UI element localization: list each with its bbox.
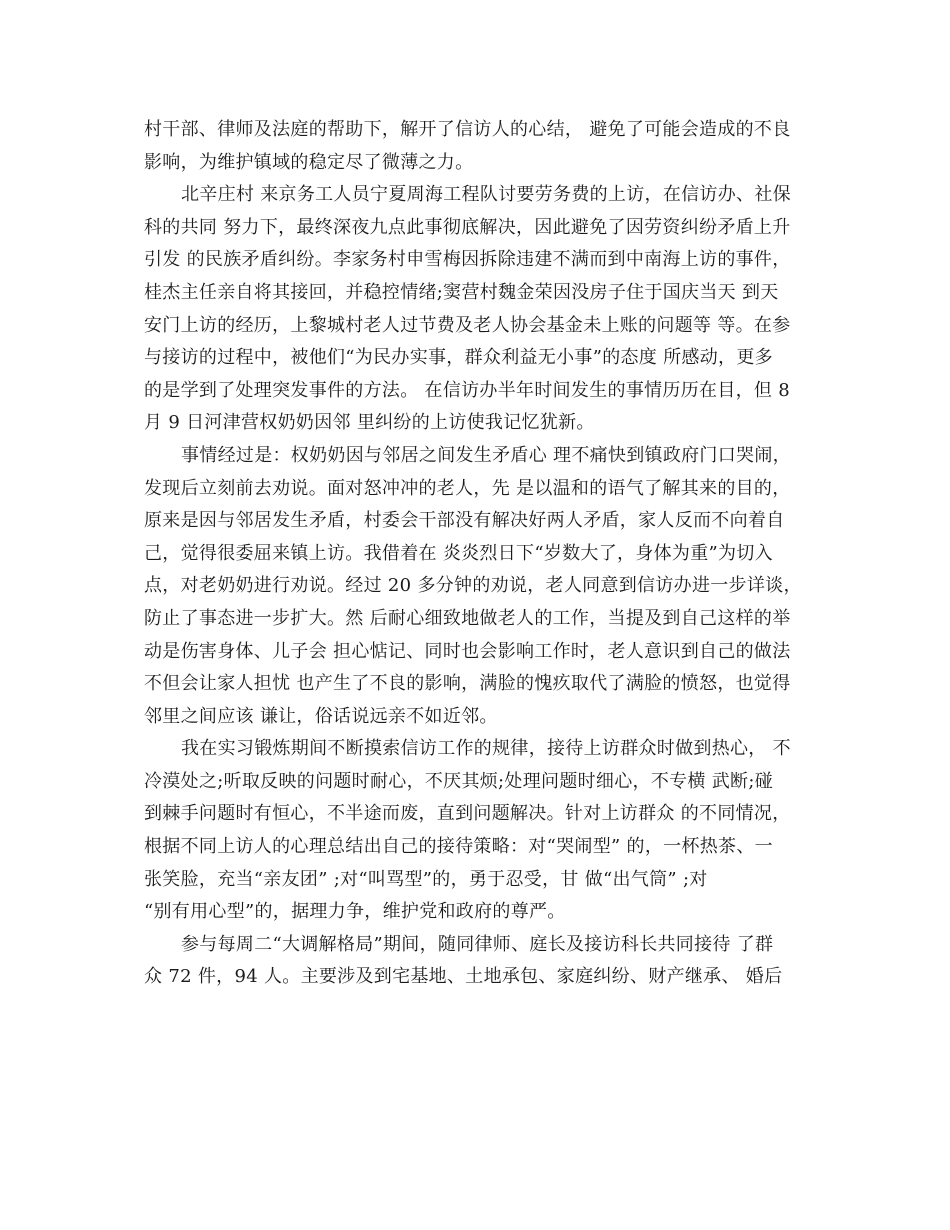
paragraph-line: 科的共同 努力下，最终深夜九点此事彻底解决，因此避免了因劳资纠纷矛盾上升 <box>144 216 791 238</box>
paragraph-line: 月 9 日河津营权奶奶因邻 里纠纷的上访使我记忆犹新。 <box>144 412 595 434</box>
paragraph-line: 与接访的过程中，被他们“为民办实事，群众利益无小事”的态度 所感动，更多 <box>144 347 773 369</box>
paragraph-line: 安门上访的经历，上黎城村老人过节费及老人协会基金未上账的问题等 等。在参 <box>144 314 791 336</box>
paragraph-line: 的是学到了处理突发事件的方法。 在信访办半年时间发生的事情历历在目，但 8 <box>144 379 790 401</box>
document-body <box>144 114 808 994</box>
paragraph-line: 桂杰主任亲自将其接回，并稳控情绪;窦营村魏金荣因没房子住于国庆当天 到天 <box>144 281 779 303</box>
paragraph-3 <box>144 440 808 733</box>
paragraph-line: 冷漠处之;听取反映的问题时耐心，不厌其烦;处理问题时细心，不专横 武断;碰 <box>144 770 774 792</box>
paragraph-line: 到棘手问题时有恒心，不半途而废，直到问题解决。针对上访群众 的不同情况， <box>144 803 791 825</box>
paragraph-line: 己，觉得很委屈来镇上访。我借着在 炎炎烈日下“岁数大了，身体为重”为切入 <box>144 542 773 564</box>
paragraph-line: 不但会让家人担忧 也产生了不良的影响，满脸的愧疚取代了满脸的愤怒，也觉得 <box>144 673 791 695</box>
paragraph-line: 北辛庄村 来京务工人员宁夏周海工程队讨要劳务费的上访，在信访办、社保 <box>181 184 791 206</box>
paragraph-line: 原来是因与邻居发生矛盾，村委会干部没有解决好两人矛盾，家人反而不向着自 <box>144 510 785 532</box>
paragraph-line: 村干部、律师及法庭的帮助下，解开了信访人的心结， 避免了可能会造成的不良 <box>144 119 791 140</box>
paragraph-1 <box>144 114 808 179</box>
paragraph-line: 发现后立刻前去劝说。面对怒冲冲的老人，先 是以温和的语气了解其来的目的， <box>144 477 791 499</box>
paragraph-4 <box>144 733 808 929</box>
paragraph-line: 邻里之间应该 谦让，俗话说远亲不如近邻。 <box>144 705 498 727</box>
paragraph-line: 点，对老奶奶进行劝说。经过 20 多分钟的劝说，老人同意到信访办进一步详谈， <box>144 575 802 597</box>
paragraph-2 <box>144 179 808 440</box>
paragraph-line: 参与每周二“大调解格局”期间，随同律师、庭长及接访科长共同接待 了群 <box>181 933 774 955</box>
paragraph-line: 动是伤害身体、儿子会 担心惦记、同时也会影响工作时，老人意识到自己的做法 <box>144 640 791 662</box>
paragraph-line: 我在实习锻炼期间不断摸索信访工作的规律，接待上访群众时做到热心， 不 <box>181 738 791 760</box>
paragraph-line: 众 72 件，94 人。主要涉及到宅基地、土地承包、家庭纠纷、财产继承、 婚后 <box>144 966 783 988</box>
paragraph-line: 事情经过是：权奶奶因与邻居之间发生矛盾心 理不痛快到镇政府门口哭闹， <box>181 444 791 466</box>
paragraph-line: 防止了事态进一步扩大。然 后耐心细致地做老人的工作，当提及到自己这样的举 <box>144 607 791 629</box>
paragraph-line: 引发 的民族矛盾纠纷。李家务村申雪梅因拆除违建不满而到中南海上访的事件， <box>144 249 791 271</box>
paragraph-5 <box>144 929 808 994</box>
paragraph-line: 根据不同上访人的心理总结出自己的接待策略：对“哭闹型” 的，一杯热茶、一 <box>144 836 773 858</box>
paragraph-line: 影响，为维护镇域的稳定尽了微薄之力。 <box>144 151 474 173</box>
paragraph-line: 张笑脸，充当“亲友团” ;对“叫骂型”的，勇于忍受，甘 做“出气筒” ;对 <box>144 868 708 890</box>
paragraph-line: “别有用心型”的，据理力争，维护党和政府的尊严。 <box>144 901 566 923</box>
